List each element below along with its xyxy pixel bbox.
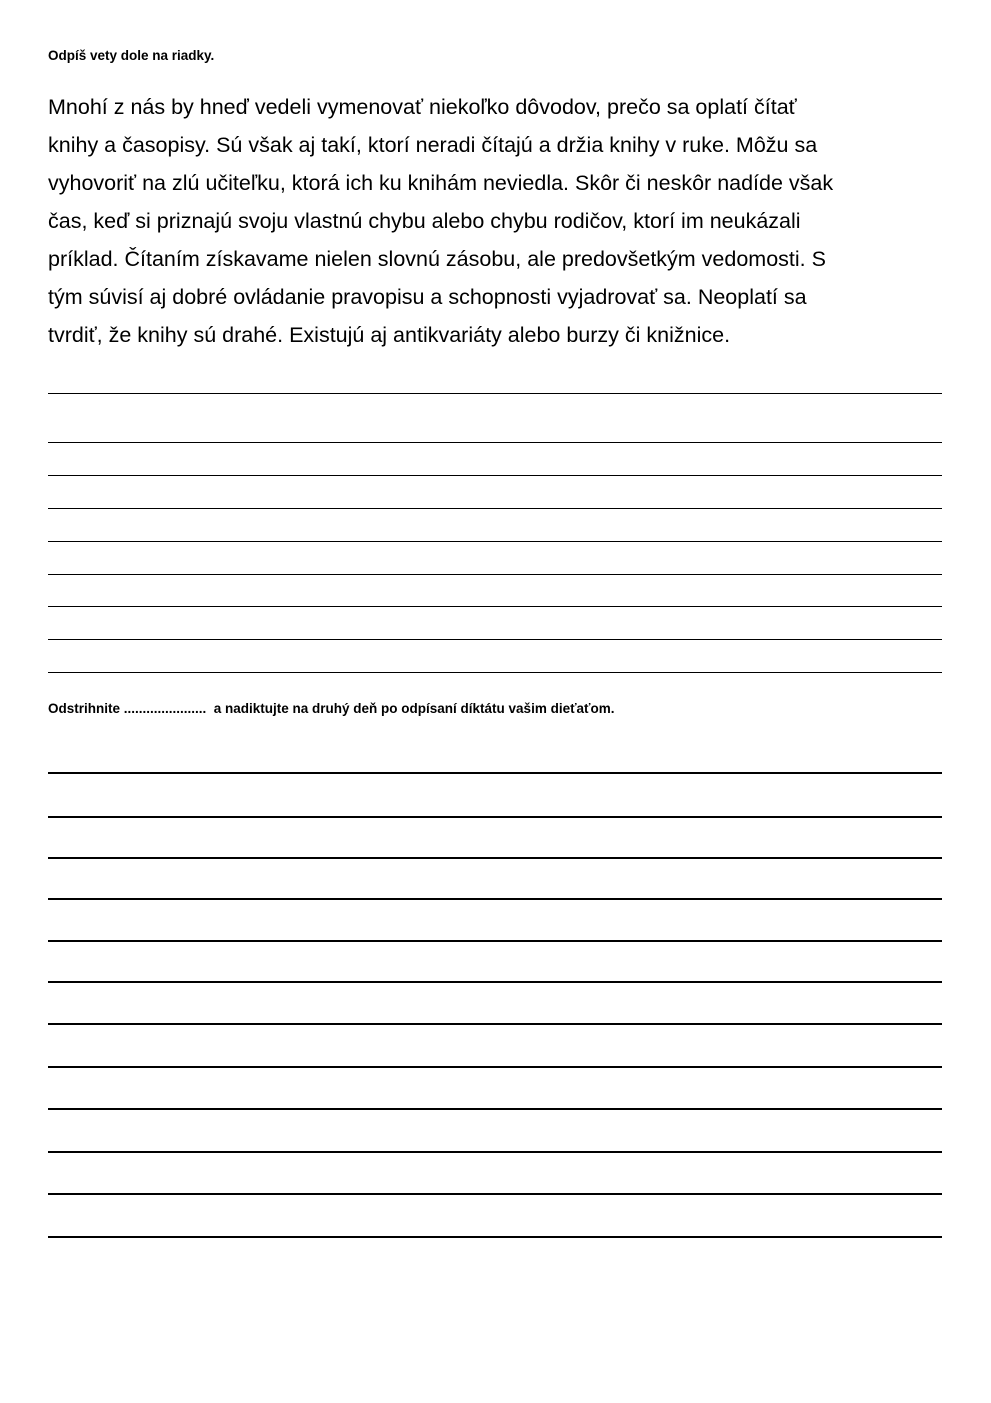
dictation-line xyxy=(48,1108,942,1110)
instruction-heading: Odpíš vety dole na riadky. xyxy=(48,48,215,63)
dictation-line xyxy=(48,857,942,859)
dictation-line xyxy=(48,981,942,983)
paragraph-line: príklad. Čítaním získavame nielen slovnú zásobu, ale predovšetkým vedomosti. S xyxy=(48,247,826,271)
dictation-line xyxy=(48,1066,942,1068)
dictation-line xyxy=(48,1236,942,1238)
writing-line xyxy=(48,442,942,443)
writing-line xyxy=(48,541,942,542)
paragraph-line: tým súvisí aj dobré ovládanie pravopisu a schopnosti vyjadrovať sa. Neoplatí sa xyxy=(48,285,807,309)
writing-line xyxy=(48,639,942,640)
dictation-line xyxy=(48,1193,942,1195)
paragraph-line: vyhovoriť na zlú učiteľku, ktorá ich ku knihám neviedla. Skôr či neskôr nadíde však xyxy=(48,171,834,195)
dictation-line xyxy=(48,1023,942,1025)
writing-line xyxy=(48,508,942,509)
paragraph-line: čas, keď si priznajú svoju vlastnú chybu alebo chybu rodičov, ktorí im neukázali xyxy=(48,209,801,233)
paragraph-line: tvrdiť, že knihy sú drahé. Existujú aj antikvariáty alebo burzy či knižnice. xyxy=(48,323,731,347)
dictation-line xyxy=(48,940,942,942)
writing-line xyxy=(48,393,942,394)
dictation-line xyxy=(48,816,942,818)
writing-line xyxy=(48,606,942,607)
writing-line xyxy=(48,672,942,673)
writing-line xyxy=(48,475,942,476)
copy-paragraph xyxy=(48,88,948,354)
dictation-line xyxy=(48,898,942,900)
dictation-line xyxy=(48,772,942,774)
writing-line xyxy=(48,574,942,575)
cut-instruction: Odstrihnite ...................... a nadiktujte na druhý deň po odpísaní díktátu vašim dieťaťom. xyxy=(48,701,615,716)
paragraph-line: knihy a časopisy. Sú však aj takí, ktorí neradi čítajú a držia knihy v ruke. Môžu sa xyxy=(48,133,818,157)
paragraph-line: Mnohí z nás by hneď vedeli vymenovať niekoľko dôvodov, prečo sa oplatí čítať xyxy=(48,95,797,119)
dictation-line xyxy=(48,1151,942,1153)
